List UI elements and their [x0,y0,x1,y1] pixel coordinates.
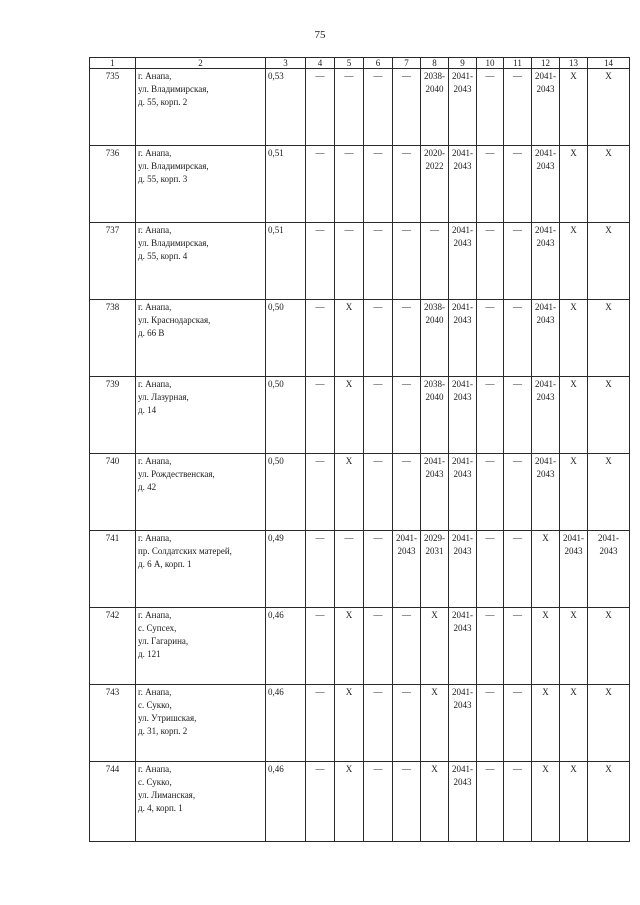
schedule-cell: Х [335,608,364,685]
building-address: г. Анапа, с. Супсех, ул. Гагарина, д. 121 [136,608,266,685]
schedule-cell: — [306,377,335,454]
building-address: г. Анапа, ул. Рождественская, д. 42 [136,454,266,531]
schedule-cell: 2041- 2043 [449,69,477,146]
column-header: 11 [504,58,532,69]
schedule-cell: 2041- 2043 [449,377,477,454]
column-header: 2 [136,58,266,69]
schedule-cell: — [477,223,504,300]
column-number-row [90,58,630,69]
schedule-cell: — [477,531,504,608]
column-header: 14 [588,58,630,69]
table-row [90,531,630,608]
table-row [90,223,630,300]
schedule-cell: — [393,223,421,300]
row-number: 740 [90,454,136,531]
schedule-cell: Х [560,69,588,146]
schedule-cell: — [306,454,335,531]
schedule-cell: — [504,762,532,842]
schedule-cell: 2041- 2043 [532,377,560,454]
schedule-cell: — [393,608,421,685]
cost-value: 0,46 [266,762,306,842]
schedule-cell: — [364,69,393,146]
schedule-cell: — [364,223,393,300]
row-number: 743 [90,685,136,762]
schedule-cell: 2041- 2043 [449,685,477,762]
schedule-cell: — [393,762,421,842]
building-address: г. Анапа, ул. Владимирская, д. 55, корп. 2 [136,69,266,146]
table-row [90,146,630,223]
schedule-cell: — [393,454,421,531]
schedule-cell: 2020- 2022 [421,146,449,223]
schedule-cell: 2041- 2043 [421,454,449,531]
schedule-cell: Х [588,454,630,531]
building-address: г. Анапа, пр. Солдатских матерей, д. 6 А, корп. 1 [136,531,266,608]
schedule-cell: Х [335,685,364,762]
cost-value: 0,53 [266,69,306,146]
schedule-cell: Х [588,685,630,762]
schedule-cell: — [364,608,393,685]
schedule-cell: — [306,531,335,608]
schedule-cell: Х [560,223,588,300]
schedule-cell: — [364,762,393,842]
schedule-cell: — [306,608,335,685]
schedule-cell: — [477,608,504,685]
schedule-cell: Х [560,377,588,454]
building-address: г. Анапа, с. Сукко, ул. Лиманская, д. 4, корп. 1 [136,762,266,842]
cost-value: 0,49 [266,531,306,608]
schedule-cell: — [335,69,364,146]
schedule-cell: — [477,685,504,762]
schedule-cell: — [306,69,335,146]
schedule-cell: — [393,69,421,146]
table-row [90,608,630,685]
schedule-cell: — [477,377,504,454]
schedule-cell: — [306,762,335,842]
schedule-cell: 2041- 2043 [560,531,588,608]
schedule-cell: Х [588,377,630,454]
schedule-cell: — [306,146,335,223]
table-row [90,69,630,146]
cost-value: 0,46 [266,608,306,685]
schedule-cell: — [504,300,532,377]
cost-value: 0,51 [266,146,306,223]
row-number: 744 [90,762,136,842]
schedule-cell: — [364,377,393,454]
schedule-cell: 2041- 2043 [449,608,477,685]
schedule-cell: 2041- 2043 [449,454,477,531]
schedule-cell: 2041- 2043 [449,223,477,300]
cost-value: 0,50 [266,454,306,531]
column-header: 10 [477,58,504,69]
column-header: 7 [393,58,421,69]
schedule-cell: — [393,300,421,377]
schedule-cell: Х [588,762,630,842]
row-number: 738 [90,300,136,377]
schedule-cell: — [306,685,335,762]
schedule-cell: — [477,454,504,531]
schedule-cell: Х [560,454,588,531]
schedule-cell: 2041- 2043 [449,762,477,842]
schedule-cell: 2041- 2043 [532,300,560,377]
schedule-cell: 2041- 2043 [532,223,560,300]
schedule-cell: — [477,69,504,146]
cost-value: 0,51 [266,223,306,300]
schedule-cell: — [477,146,504,223]
schedule-cell: — [504,146,532,223]
schedule-cell: Х [335,377,364,454]
table-body [90,69,630,842]
schedule-cell: — [504,685,532,762]
schedule-cell: — [393,377,421,454]
schedule-cell: — [504,608,532,685]
schedule-cell: 2038- 2040 [421,377,449,454]
table-row [90,377,630,454]
schedule-cell: 2041- 2043 [393,531,421,608]
schedule-cell: Х [421,685,449,762]
column-header: 1 [90,58,136,69]
schedule-cell: — [504,377,532,454]
schedule-cell: 2041- 2043 [532,146,560,223]
schedule-cell: — [504,69,532,146]
column-header: 9 [449,58,477,69]
schedule-cell: — [504,454,532,531]
schedule-cell: Х [560,685,588,762]
schedule-cell: Х [335,762,364,842]
building-address: г. Анапа, ул. Владимирская, д. 55, корп. 4 [136,223,266,300]
schedule-cell: Х [532,608,560,685]
schedule-cell: Х [588,608,630,685]
schedule-cell: — [364,146,393,223]
cost-value: 0,50 [266,300,306,377]
schedule-cell: 2038- 2040 [421,300,449,377]
table-row [90,300,630,377]
schedule-cell: — [504,223,532,300]
column-header: 8 [421,58,449,69]
building-address: г. Анапа, с. Сукко, ул. Утришская, д. 31, корп. 2 [136,685,266,762]
schedule-cell: 2041- 2043 [449,300,477,377]
page-number: 75 [314,29,326,41]
schedule-cell: — [393,685,421,762]
building-address: г. Анапа, ул. Лазурная, д. 14 [136,377,266,454]
schedule-cell: 2041- 2043 [588,531,630,608]
schedule-cell: 2041- 2043 [532,454,560,531]
table-row [90,685,630,762]
schedule-cell: Х [335,300,364,377]
building-address: г. Анапа, ул. Краснодарская, д. 66 В [136,300,266,377]
schedule-cell: Х [532,762,560,842]
schedule-cell: — [335,146,364,223]
schedule-cell: Х [421,762,449,842]
schedule-cell: — [421,223,449,300]
schedule-cell: Х [588,300,630,377]
cost-value: 0,50 [266,377,306,454]
schedule-cell: Х [532,531,560,608]
schedule-cell: — [393,146,421,223]
schedule-cell: 2038- 2040 [421,69,449,146]
schedule-cell: — [335,531,364,608]
row-number: 741 [90,531,136,608]
schedule-cell: Х [335,454,364,531]
schedule-cell: — [306,223,335,300]
column-header: 3 [266,58,306,69]
schedule-cell: Х [560,146,588,223]
schedule-cell: — [306,300,335,377]
column-header: 12 [532,58,560,69]
column-header: 13 [560,58,588,69]
column-header: 6 [364,58,393,69]
schedule-cell: — [364,300,393,377]
schedule-cell: — [504,531,532,608]
building-address: г. Анапа, ул. Владимирская, д. 55, корп. 3 [136,146,266,223]
table-row [90,762,630,842]
schedule-cell: — [364,685,393,762]
schedule-cell: — [364,454,393,531]
schedule-cell: 2041- 2043 [449,146,477,223]
schedule-cell: — [335,223,364,300]
schedule-cell: 2041- 2043 [449,531,477,608]
cost-value: 0,46 [266,685,306,762]
schedule-cell: Х [560,300,588,377]
row-number: 737 [90,223,136,300]
column-header: 5 [335,58,364,69]
schedule-cell: Х [588,223,630,300]
housing-repair-table [89,57,630,842]
schedule-cell: Х [421,608,449,685]
table-row [90,454,630,531]
schedule-cell: Х [532,685,560,762]
row-number: 736 [90,146,136,223]
schedule-cell: Х [560,762,588,842]
schedule-cell: Х [588,146,630,223]
schedule-cell: — [477,300,504,377]
schedule-cell: 2029- 2031 [421,531,449,608]
schedule-cell: — [364,531,393,608]
schedule-cell: 2041- 2043 [532,69,560,146]
row-number: 739 [90,377,136,454]
row-number: 735 [90,69,136,146]
schedule-cell: Х [588,69,630,146]
schedule-cell: Х [560,608,588,685]
schedule-cell: — [477,762,504,842]
row-number: 742 [90,608,136,685]
column-header: 4 [306,58,335,69]
